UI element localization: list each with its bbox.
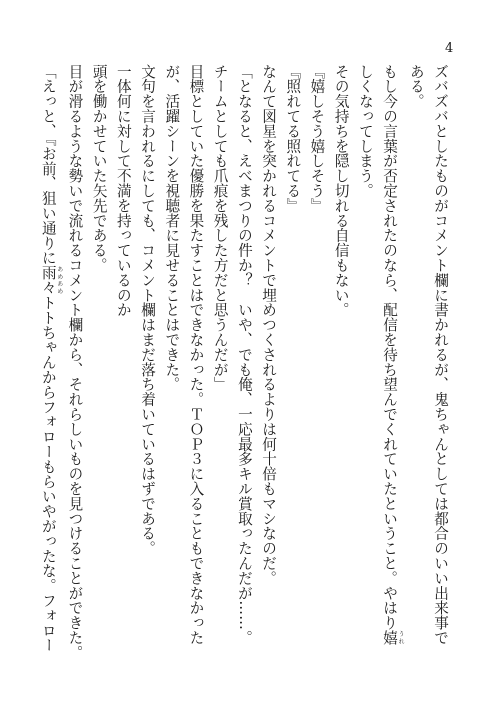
text-line: 目標としていた優勝を果たすことはできなかった。ＴＯＰ３に入ることもできなかった xyxy=(187,64,205,646)
text-line: もし今の言葉が否定されたのなら、配信を待ち望んでくれていたということ。やはり嬉 うれ xyxy=(381,64,405,646)
vertical-text-body xyxy=(38,64,452,692)
text-line: が、活躍シーンを視聴者に見せることはできた。 xyxy=(163,64,181,392)
text-line: 目が滑るような勢いで流れるコメント欄から、それらしいものを見つけることができた。 xyxy=(66,64,84,660)
text-line: ある。 xyxy=(407,64,425,109)
text-line: 『嬉しそう嬉しそう』 xyxy=(308,64,326,213)
page-number: 4 xyxy=(445,41,454,56)
text-line: チームとしても爪痕を残した方だと思うんだが」 xyxy=(211,64,229,392)
text-line: 「となると、えべまつりの件か？ いや、でも俺、一応最多キル賞取ったんだが……。 xyxy=(235,64,253,646)
text-line: その気持ちを隠し切れる自信もない。 xyxy=(332,64,350,318)
ruby-annotation: 雨々 あめあめ xyxy=(39,265,63,296)
text-line: 「えっと、『お前、狙い通りに雨々 あめあめトトちゃんからフォローもらいやがったな。フォロー xyxy=(39,64,63,653)
text-line: なんて図星を突かれるコメントで埋めつくされるよりは何十倍もマシなのだ。 xyxy=(260,64,278,586)
text-line: 一体何に対して不満を持っているのか xyxy=(114,64,132,318)
text-line: 文句を言われるにしても、コメント欄はまだ落ち着いているはずである。 xyxy=(139,64,157,556)
text-line: ズバズバとしたものがコメント欄に書かれるが、鬼ちゃんとしては都合のいい出来事で xyxy=(432,64,449,646)
text-line: 『照れてる照れてる』 xyxy=(284,64,302,213)
text-line: しくなってしまう。 xyxy=(356,64,374,199)
text-line: 頭を働かせていた矢先である。 xyxy=(90,64,108,273)
ruby-annotation: 嬉 うれ xyxy=(381,630,405,646)
